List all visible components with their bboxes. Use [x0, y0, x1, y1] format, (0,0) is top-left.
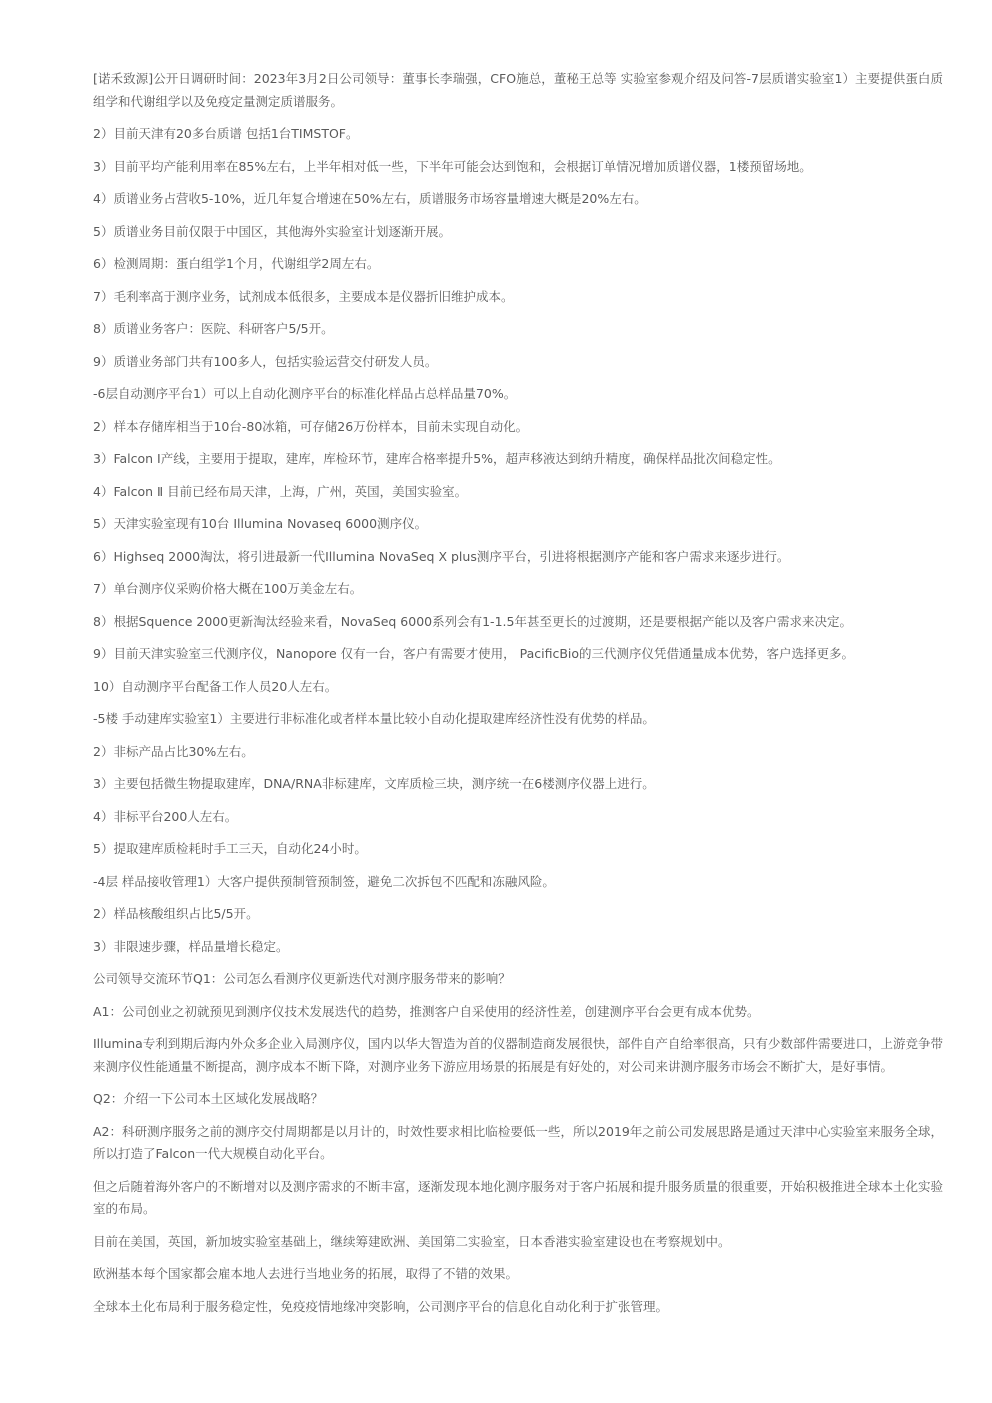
paragraph: 6）检测周期：蛋白组学1个月，代谢组学2周左右。: [93, 256, 380, 271]
paragraph: 3）目前平均产能利用率在85%左右，上半年相对低一些，下半年可能会达到饱和，会根据订单情况增加质谱仪器，1楼预留场地。: [93, 158, 812, 174]
paragraph: 5）天津实验室现有10台 Illumina Novaseq 6000测序仪。: [93, 516, 428, 531]
paragraph: -5楼 手动建库实验室1）主要进行非标准化或者样本量比较小自动化提取建库经济性没有优势的样品。: [93, 711, 655, 726]
paragraph: 2）非标产品占比30%左右。: [93, 743, 254, 759]
paragraph: 3）非限速步骤，样品量增长稳定。: [93, 938, 289, 954]
paragraph: 目前在美国，英国，新加坡实验室基础上，继续筹建欧洲、美国第二实验室，日本香港实验室建设也在考察规划中。: [93, 1233, 731, 1249]
paragraph: 4）Falcon Ⅱ 目前已经布局天津，上海，广州，英国，美国实验室。: [93, 483, 468, 499]
paragraph: [诺禾致源]公开日调研时间：2023年3月2日公司领导：董事长李瑞强，CFO施总，董秘王总等 实验室参观介绍及问答-7层质谱实验室1）主要提供蛋白质组学和代谢组学以及免疫定量测定质谱服务。: [93, 71, 943, 109]
paragraph: 8）根据Squence 2000更新淘汰经验来看，NovaSeq 6000系列会有1-1.5年甚至更长的过渡期，还是要根据产能以及客户需求来决定。: [93, 613, 852, 629]
paragraph: 7）毛利率高于测序业务，试剂成本低很多，主要成本是仪器折旧维护成本。: [93, 288, 514, 304]
paragraph: -6层自动测序平台1）可以上自动化测序平台的标准化样品占总样品量70%。: [93, 386, 517, 401]
paragraph: Illumina专利到期后海内外众多企业入局测序仪，国内以华大智造为首的仪器制造商发展很快，部件自产自给率很高，只有少数部件需要进口，上游竞争带来测序仪性能通量不断提高，测序成本不断下降，对测序业务下游应用场景的拓展是有好处的，对公司来讲测序服务市场会不断扩大，是好事情。: [93, 1036, 943, 1074]
paragraph: 公司领导交流环节Q1：公司怎么看测序仪更新迭代对测序服务带来的影响？: [93, 971, 511, 986]
paragraph: 欧洲基本每个国家都会雇本地人去进行当地业务的拓展，取得了不错的效果。: [93, 1266, 519, 1281]
paragraph: 6）Highseq 2000淘汰，将引进最新一代Illumina NovaSeq X plus测序平台，引进将根据测序产能和客户需求来逐步进行。: [93, 548, 790, 564]
paragraph: 4）质谱业务占营收5-10%，近几年复合增速在50%左右，质谱服务市场容量增速大概是20%左右。: [93, 191, 647, 206]
paragraph: 2）样本存储库相当于10台-80冰箱，可存储26万份样本，目前未实现自动化。: [93, 418, 529, 434]
paragraph: 2）目前天津有20多台质谱 包括1台TIMSTOF。: [93, 126, 359, 141]
paragraph: 3）主要包括微生物提取建库，DNA/RNA非标建库，文库质检三块，测序统一在6楼测序仪器上进行。: [93, 776, 655, 791]
paragraph: 4）非标平台200人左右。: [93, 808, 238, 824]
paragraph: Q2：介绍一下公司本土区域化发展战略？: [93, 1091, 324, 1106]
paragraph: 2）样品核酸组织占比5/5开。: [93, 906, 259, 921]
paragraph: A1：公司创业之初就预见到测序仪技术发展迭代的趋势，推测客户自采使用的经济性差，创建测序平台会更有成本优势。: [93, 1003, 760, 1019]
paragraph: 全球本土化布局利于服务稳定性，免疫疫情地缘冲突影响，公司测序平台的信息化自动化利于扩张管理。: [93, 1298, 669, 1314]
paragraph: 7）单台测序仪采购价格大概在100万美金左右。: [93, 581, 363, 596]
paragraph: A2：科研测序服务之前的测序交付周期都是以月计的，时效性要求相比临检要低一些，所以2019年之前公司发展思路是通过天津中心实验室来服务全球，所以打造了Falcon一代大规模自动化平台。: [93, 1123, 943, 1161]
paragraph: 但之后随着海外客户的不断增对以及测序需求的不断丰富，逐渐发现本地化测序服务对于客户拓展和提升服务质量的很重要，开始积极推进全球本土化实验室的布局。: [93, 1178, 944, 1216]
paragraph: 5）提取建库质检耗时手工三天，自动化24小时。: [93, 841, 367, 856]
paragraph: 8）质谱业务客户：医院、科研客户5/5开。: [93, 321, 334, 336]
paragraph: 9）质谱业务部门共有100多人，包括实验运营交付研发人员。: [93, 353, 438, 369]
paragraph: -4层 样品接收管理1）大客户提供预制管预制签，避免二次拆包不匹配和冻融风险。: [93, 873, 555, 889]
paragraph: 10）自动测序平台配备工作人员20人左右。: [93, 678, 338, 694]
paragraph: 3）Falcon Ⅰ产线，主要用于提取，建库，库检环节，建库合格率提升5%，超声移液达到纳升精度，确保样品批次间稳定性。: [93, 451, 781, 466]
paragraph: 5）质谱业务目前仅限于中国区，其他海外实验室计划逐渐开展。: [93, 223, 451, 239]
document-body: [93, 68, 943, 1328]
paragraph: 9）目前天津实验室三代测序仪，Nanopore 仅有一台，客户有需要才使用， PacificBio的三代测序仪凭借通量成本优势，客户选择更多。: [93, 646, 855, 661]
